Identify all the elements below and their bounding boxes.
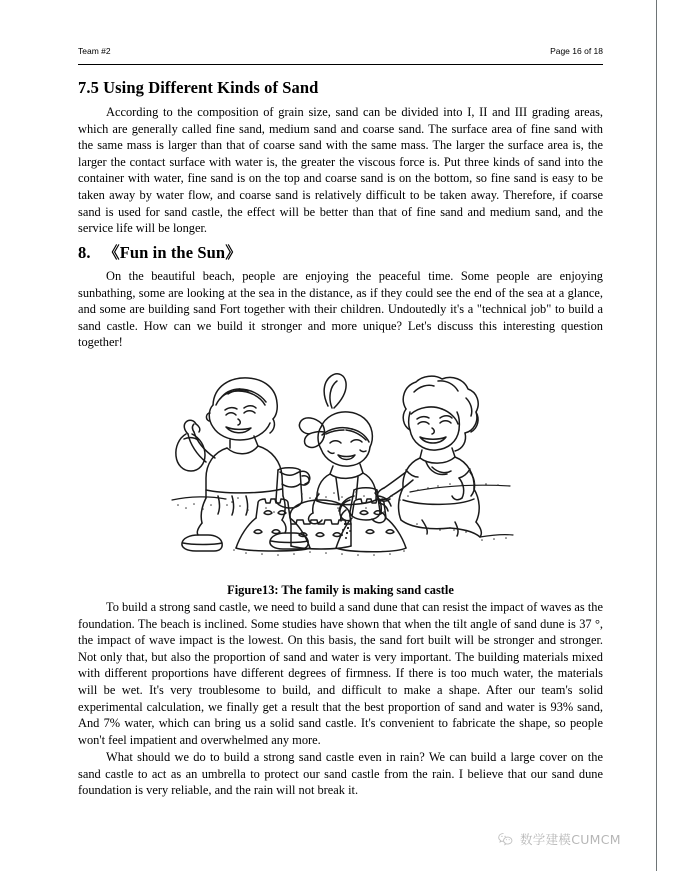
section-heading-8-number: 8. bbox=[78, 243, 91, 262]
bracket-open-icon: 《 bbox=[103, 243, 120, 262]
section-heading-8 bbox=[78, 240, 603, 263]
figure-block bbox=[78, 372, 603, 587]
father-figure bbox=[176, 378, 310, 551]
child-figure bbox=[299, 374, 385, 524]
section-heading-7-5: 7.5 Using Different Kinds of Sand bbox=[78, 78, 319, 97]
figure-caption: Figure13: The family is making sand castle bbox=[227, 583, 454, 597]
paragraph-castle-construction: To build a strong sand castle, we need to build a sand dune that can resist the impact of waves as the foundation. The beach is inclined. Some studies have shown that when the tilt angle of sand dune is 37 °, the impact of wave impact is the lowest. On this basis, the sand fort built will be stronger and stronger. Not only that, but also the proportion of sand and water is very important. The building materials mixed with different proportions have different degrees of firmness. If there is too much water, the materials will be wet. It's very troublesome to build, and difficult to make a shape. After our team's solid experimental calculation, we finally get a result that the best proportion of sand and water is 93% sand, And 7% water, which can bring us a solid sand castle. It's convenient to fabricate the shape, so people won't feel impatient and overwhelmed any more. bbox=[78, 600, 603, 747]
section-heading-8-title: Fun in the Sun bbox=[119, 243, 226, 262]
paragraph-sand-kinds: According to the composition of grain size, sand can be divided into I, II and III grading areas, which are generally called fine sand, medium sand and coarse sand. The surface area of fine sand with the same mass is larger than that of coarse sand with the same mass. The larger the surface area is, the larger the contact surface with water is, the greater the viscous force is. Put three kinds of sand into the container with water, fine sand is on the top and coarse sand is on the bottom, so fine sand is easy to be taken away by water flow, and coarse sand is relatively difficult to be taken away. Therefore, if coarse sand is used for sand castle, the effect will be better than that of fine sand and medium sand, and the service life will be longer. bbox=[78, 105, 603, 236]
paragraph-rain-cover: What should we do to build a strong sand castle even in rain? We can build a large cover on the sand castle to act as an umbrella to protect our sand castle from the rain. I believe that our sand dune foundation is very reliable, and the rain will not break it. bbox=[78, 750, 603, 798]
wechat-icon bbox=[497, 831, 514, 848]
figure-family-sand-castle-illustration bbox=[170, 372, 515, 572]
header-page-label: Page 16 of 18 bbox=[550, 46, 603, 56]
running-header bbox=[78, 44, 603, 65]
watermark-text: 数学建模CUMCM bbox=[520, 832, 621, 847]
header-team-label: Team #2 bbox=[78, 46, 111, 56]
bracket-close-icon: 》 bbox=[225, 243, 242, 262]
watermark bbox=[497, 830, 621, 848]
mother-figure bbox=[339, 376, 481, 539]
page-right-edge-line bbox=[656, 0, 657, 871]
paragraph-fun-in-the-sun: On the beautiful beach, people are enjoying the peaceful time. Some people are enjoying sunbathing, some are looking at the sea in the distance, as if they could see the end of the sea at a glance, and some are building sand Fort together with their children. Undoutedly it's a "technical job" to build a sand castle. How can we build it stronger and more unique? Let's discuss this interesting question together! bbox=[78, 269, 603, 350]
